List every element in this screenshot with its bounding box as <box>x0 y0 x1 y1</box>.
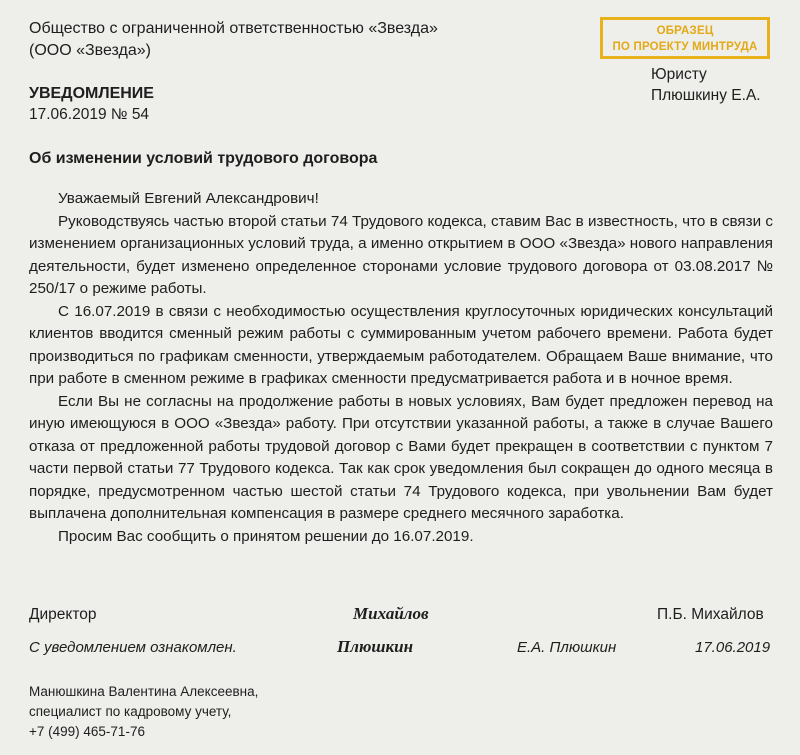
organization-short-name: (ООО «Звезда») <box>29 42 151 59</box>
contact-name: Манюшкина Валентина Алексеевна, <box>29 684 259 699</box>
director-signature: Михайлов <box>353 604 429 623</box>
stamp-line-1: ОБРАЗЕЦ <box>656 25 714 37</box>
body-paragraph: С 16.07.2019 в связи с необходимостью осуществления круглосуточных юридических консультаций клиентов вводится сменный режим работы с суммированным учетом рабочего времени. Работа будет производиться по графикам сменности, утверждаемым работодателем. Обращаем Ваше внимание, что при работе в сменном режиме в графиках сменности предусматривается работа и в ночное время. <box>29 302 773 387</box>
contact-phone: +7 (499) 465-71-76 <box>29 724 145 739</box>
notice-date-number: 17.06.2019 № 54 <box>29 106 150 123</box>
employee-signature: Плюшкин <box>337 637 414 656</box>
addressee <box>651 64 761 106</box>
sample-stamp <box>600 17 770 59</box>
organization-header <box>29 18 438 62</box>
addressee-position: Юристу <box>651 66 707 83</box>
director-position: Директор <box>29 606 97 623</box>
body-paragraph: Просим Вас сообщить о принятом решении до 16.07.2019. <box>58 527 474 545</box>
contact-block <box>29 682 258 742</box>
notice-title: УВЕДОМЛЕНИЕ <box>29 85 154 102</box>
stamp-line-2: ПО ПРОЕКТУ МИНТРУДА <box>612 41 758 53</box>
addressee-name: Плюшкину Е.А. <box>651 87 761 104</box>
employee-name: Е.А. Плюшкин <box>517 639 617 656</box>
body-paragraph: Руководствуясь частью второй статьи 74 Трудового кодекса, ставим Вас в известность, что в связи с изменением организационных условий труда, а именно открытием в ООО «Звезда» нового направления деятельности, будет изменено определенное сторонами условие трудового договора от 03.08.2017 № 250/17 о режиме работы. <box>29 212 773 297</box>
acknowledgement-date: 17.06.2019 <box>695 639 771 656</box>
acknowledgement-text: С уведомлением ознакомлен. <box>29 639 237 656</box>
organization-name: Общество с ограниченной ответственностью «Звезда» <box>29 20 438 37</box>
director-name: П.Б. Михайлов <box>657 606 764 623</box>
greeting: Уважаемый Евгений Александрович! <box>58 190 319 207</box>
notice-subject: Об изменении условий трудового договора <box>29 150 378 167</box>
contact-position: специалист по кадровому учету, <box>29 704 232 719</box>
letter-body <box>29 188 773 548</box>
body-paragraph: Если Вы не согласны на продолжение работы в новых условиях, Вам будет предложен перевод на иную имеющуюся в ООО «Звезда» работу. При отсутствии указанной работы, а также в случае Вашего отказа от предложенной работы трудовой договор с Вами будет прекращен в соответствии с пунктом 7 части первой статьи 77 Трудового кодекса. Так как срок уведомления был сокращен до одного месяца в порядке, предусмотренном частью шестой статьи 74 Трудового кодекса, при увольнении Вам будет выплачена дополнительная компенсация в размере среднего месячного заработка. <box>29 392 773 522</box>
